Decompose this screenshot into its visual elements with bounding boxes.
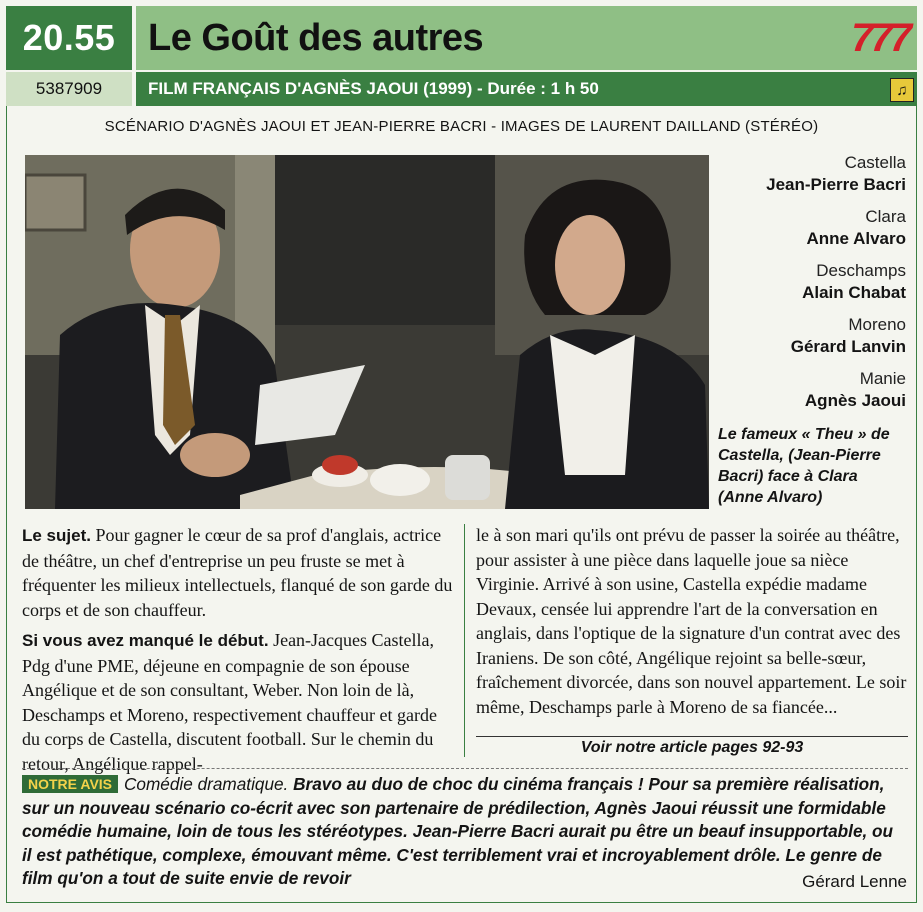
cast-actor: Agnès Jaoui [804, 391, 906, 410]
debut-paragraph [22, 628, 454, 776]
cast-role: Deschamps [816, 261, 906, 280]
notre-avis-badge: NOTRE AVIS [22, 775, 118, 793]
article-reference: Voir notre article pages 92-93 [476, 736, 908, 761]
avis-divider [22, 768, 908, 769]
cast-actor: Anne Alvaro [806, 229, 906, 248]
film-title: Le Goût des autres [148, 17, 484, 59]
sujet-paragraph [22, 523, 454, 622]
rating-marks: 777 [851, 16, 909, 60]
synopsis-column-2 [476, 523, 908, 725]
showview-code: 5387909 [6, 72, 132, 106]
cast-role: Castella [844, 153, 906, 172]
synopsis-column-1 [22, 523, 454, 782]
sujet-lead: Le sujet. [22, 526, 91, 545]
debut-lead: Si vous avez manqué le début. [22, 631, 269, 650]
film-subtitle: FILM FRANÇAIS D'AGNÈS JAOUI (1999) - Durée : 1 h 50 [148, 79, 599, 98]
cast-actor: Jean-Pierre Bacri [766, 175, 906, 194]
notre-avis-block [22, 773, 907, 891]
film-still-photo [25, 155, 709, 509]
sujet-text: Pour gagner le cœur de sa prof d'anglais, actrice de théâtre, un chef d'entreprise un peu fruste se met à fréquenter les milieux intellectuels, flanqué de son garde du corps et de son chauffeur. [22, 525, 453, 620]
stereo-icon: ♫ [890, 78, 914, 102]
avis-review: Bravo au duo de choc du cinéma français ! Pour sa première réalisation, sur un nouveau scénario co-écrit avec son partenaire de prédilection, Agnès Jaoui réussit une formidable comédie humaine, loin de tous les stéréotypes. Jean-Pierre Bacri aurait pu être un beauf insupportable, ou il est pathétique, complexe, émouvant même. C'est terriblement vrai et incroyablement drôle. Le genre de film qu'on a tout de suite envie de revoir [22, 774, 894, 888]
column-divider [464, 524, 465, 757]
cast-role: Moreno [848, 315, 906, 334]
broadcast-time: 20.55 [6, 6, 132, 70]
review-author: Gérard Lenne [802, 872, 907, 891]
photo-caption: Le fameux « Theu » de Castella, (Jean-Pierre Bacri) face à Clara (Anne Alvaro) [718, 426, 890, 506]
avis-genre: Comédie dramatique. [124, 774, 289, 794]
cast-actor: Alain Chabat [802, 283, 906, 302]
cast-actor: Gérard Lanvin [790, 337, 906, 356]
listing-header [6, 6, 917, 106]
film-still-illustration [25, 155, 709, 509]
debut-continued: le à son mari qu'ils ont prévu de passer la soirée au théâtre, pour assister à une pièce dans laquelle joue sa nièce Virginie. Arrivé à son usine, Castella expédie madame Devaux, censée lui apprendre l'art de la conversation en anglais, dans l'optique de la signature d'un contrat avec des Iraniens. De son côté, Angélique rejoint sa belle-sœur, fraîchement divorcée, dans son nouvel appartement. Le soir même, Deschamps parle à Moreno de sa fiancée... [476, 525, 907, 717]
credits-line: SCÉNARIO D'AGNÈS JAOUI ET JEAN-PIERRE BACRI - IMAGES DE LAURENT DAILLAND (STÉRÉO) [104, 118, 819, 135]
cast-list [720, 152, 906, 422]
cast-role: Clara [865, 207, 906, 226]
debut-text: Jean-Jacques Castella, Pdg d'une PME, déjeune en compagnie de son épouse Angélique et de son consultant, Weber. Non loin de là, Deschamps et Moreno, respectivement chauffeur et garde du corps de Castella, discutent football. Sur le chemin du retour, Angélique rappel- [22, 630, 437, 774]
cast-role: Manie [859, 369, 906, 388]
